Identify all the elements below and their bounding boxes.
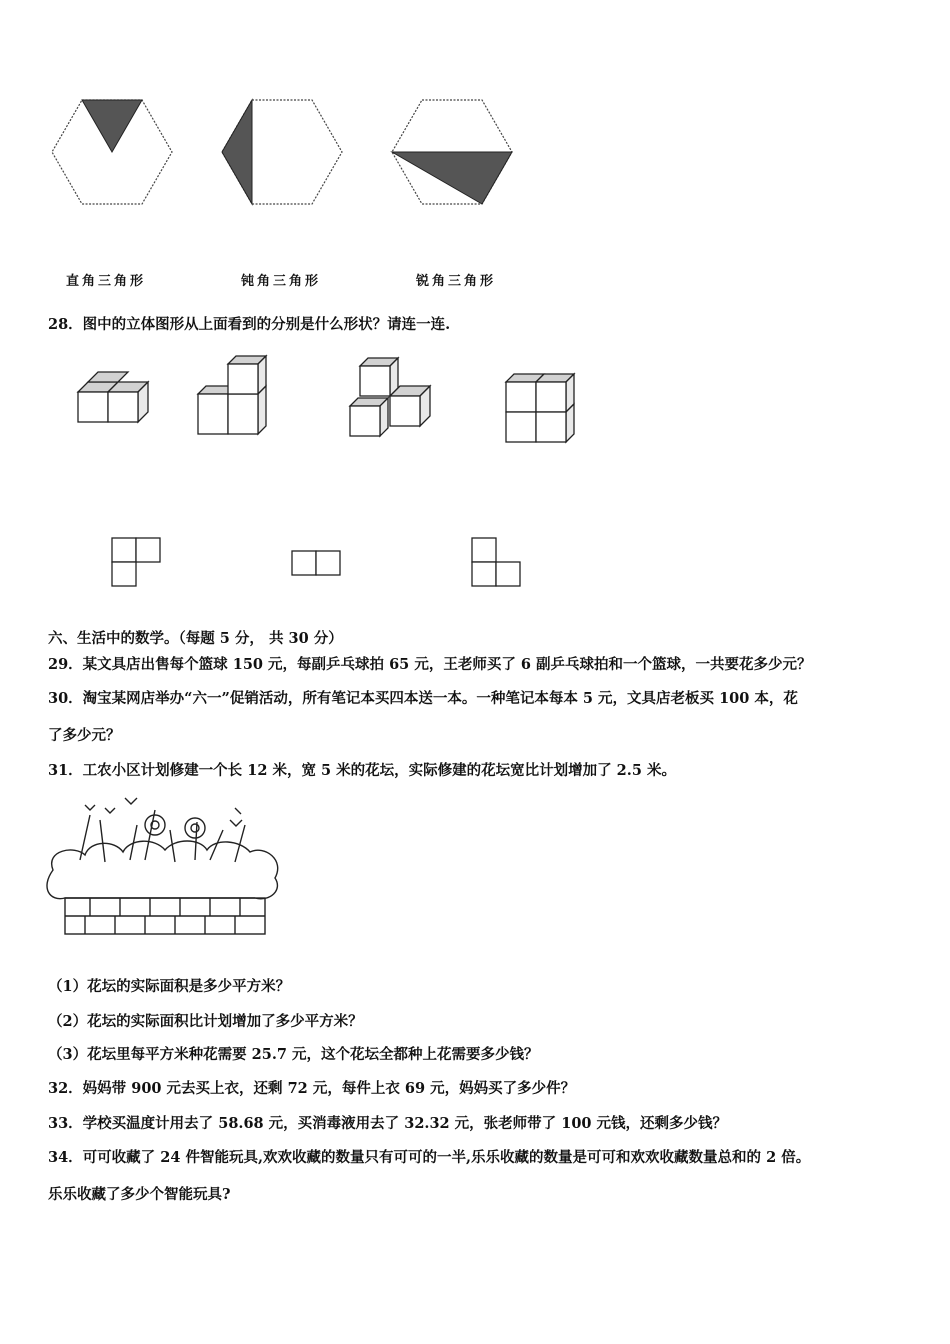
question-33: 33．学校买温度计用去了 58.68 元，买消毒液用去了 32.32 元，张老师带了 100 元钱，还剩多少钱？ (48, 1115, 728, 1132)
flower-bed-illustration (45, 790, 285, 950)
question-29: 29．某文具店出售每个篮球 150 元，每副乒乓球拍 65 元，王老师买了 6 副乒乓球拍和一个篮球，一共要花多少元？ (48, 656, 812, 673)
top-view-3 (472, 538, 520, 586)
hexagon-obtuse-triangle (222, 100, 342, 204)
section-6-heading: 六、生活中的数学。（每题 5 分， 共 30 分） (48, 630, 343, 647)
top-view-2 (292, 551, 340, 575)
label-right-triangle: 直角三角形 (66, 274, 147, 289)
top-views (100, 530, 540, 595)
question-30-line-2: 了多少元？ (48, 727, 121, 744)
question-32: 32．妈妈带 900 元去买上衣，还剩 72 元，每件上衣 69 元，妈妈买了多少件？ (48, 1080, 576, 1097)
question-31-part-1: （1）花坛的实际面积是多少平方米？ (48, 978, 291, 995)
solid-3 (350, 358, 430, 436)
question-31: 31．工农小区计划修建一个长 12 米，宽 5 米的花坛，实际修建的花坛宽比计划增加了 2.5 米。 (48, 762, 676, 779)
question-34-line-1: 34．可可收藏了 24 件智能玩具,欢欢收藏的数量只有可可的一半,乐乐收藏的数量是可可和欢欢收藏数量总和的 2 倍。 (48, 1149, 811, 1166)
hexagon-right-triangle (52, 100, 172, 204)
question-31-part-3: （3）花坛里每平方米种花需要 25.7 元，这个花坛全都种上花需要多少钱？ (48, 1046, 539, 1063)
label-obtuse-triangle: 钝角三角形 (241, 274, 322, 289)
solid-4 (506, 374, 574, 442)
hexagon-triangle-figures (40, 90, 540, 215)
label-acute-triangle: 锐角三角形 (416, 274, 497, 289)
question-34-line-2: 乐乐收藏了多少个智能玩具? (48, 1186, 231, 1203)
cube-solids (70, 350, 590, 450)
question-28: 28．图中的立体图形从上面看到的分别是什么形状？请连一连. (48, 316, 451, 333)
hexagon-acute-triangle (392, 100, 512, 204)
question-31-part-2: （2）花坛的实际面积比计划增加了多少平方米？ (48, 1013, 363, 1030)
solid-2 (198, 356, 266, 434)
question-30-line-1: 30．淘宝某网店举办“六一”促销活动，所有笔记本买四本送一本。一种笔记本每本 5 元，文具店老板买 100 本，花 (48, 690, 798, 707)
solid-1 (78, 372, 148, 422)
top-view-1 (112, 538, 160, 586)
